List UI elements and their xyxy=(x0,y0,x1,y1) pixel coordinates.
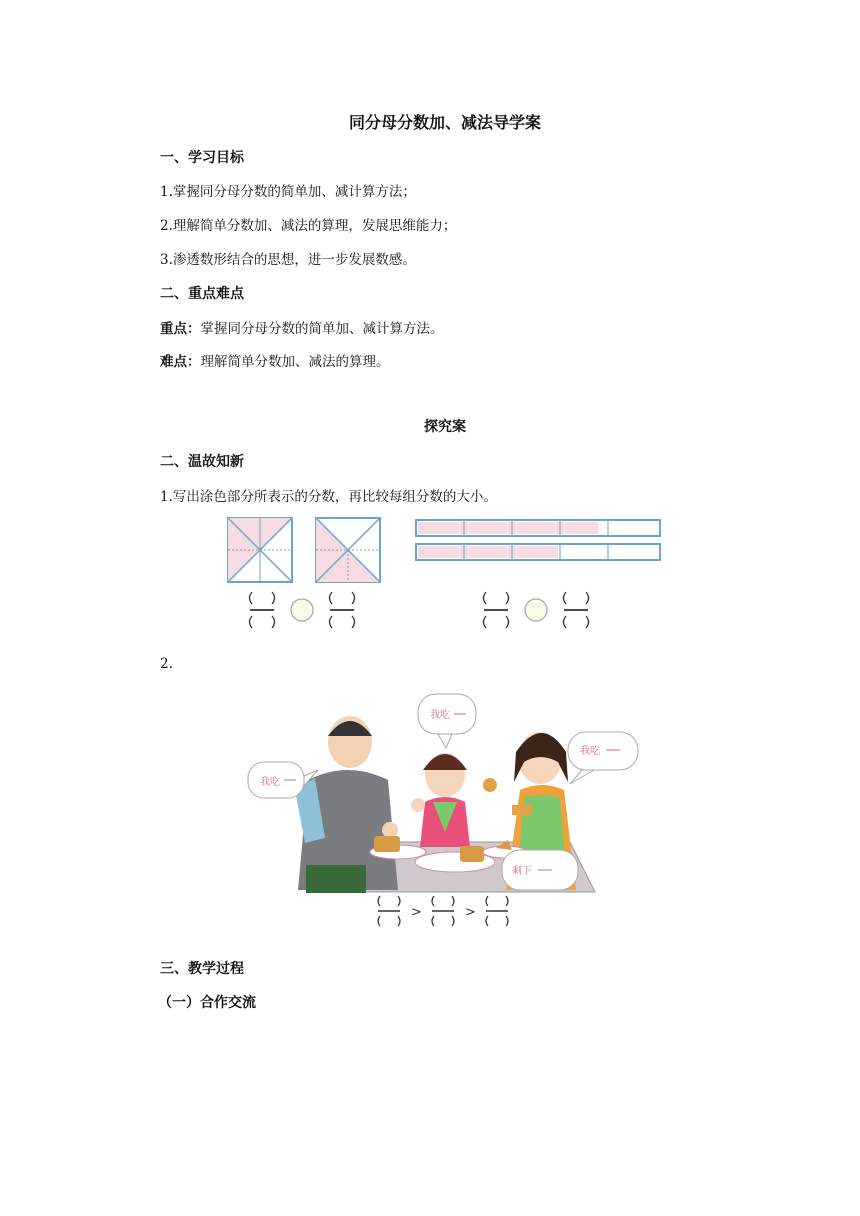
square-figure-1 xyxy=(228,518,292,582)
explore-title: 探究案 xyxy=(424,419,466,435)
key-point xyxy=(160,317,444,337)
bubble-grandpa-text: 我吃 xyxy=(260,777,280,788)
subsection-cooperation: （一）合作交流 xyxy=(158,995,256,1011)
bar-figure-1 xyxy=(416,520,660,536)
question-2: 2. xyxy=(160,656,173,672)
bubble-girl-text: 我吃 xyxy=(430,710,450,721)
section-heading-process: 三、教学过程 xyxy=(160,961,244,977)
mooncake-left xyxy=(374,836,400,852)
girl-figure xyxy=(411,753,497,847)
difficult-point xyxy=(160,350,390,370)
key-point-label: 重点： xyxy=(160,321,201,337)
difficult-point-text: 理解简单分数加、减法的算理。 xyxy=(200,354,390,370)
goal-item-3: 3.渗透数形结合的思想，进一步发展数感。 xyxy=(160,252,416,268)
fraction-blanks-2 xyxy=(484,592,589,628)
family-mooncake-illustration xyxy=(240,690,650,935)
goal-item-2: 2.理解简单分数加、减法的算理，发展思维能力； xyxy=(160,218,457,234)
page-title: 同分母分数加、减法导学案 xyxy=(348,113,541,132)
speech-bubble-mom xyxy=(568,732,638,784)
fraction-figures xyxy=(220,514,670,639)
goal-item-1: 1.掌握同分母分数的简单加、减计算方法； xyxy=(160,184,416,200)
speech-bubble-left xyxy=(502,850,578,890)
compare-sign-1: > xyxy=(411,905,422,920)
bubble-mom-text: 我吃 xyxy=(580,746,600,757)
key-point-text: 掌握同分母分数的简单加、减计算方法。 xyxy=(200,321,444,337)
section-heading-review: 二、温故知新 xyxy=(160,454,244,470)
comparison-row xyxy=(378,896,508,926)
bubble-left-text: 剩下 xyxy=(512,866,532,877)
question-1: 1.写出涂色部分所表示的分数，再比较每组分数的大小。 xyxy=(160,489,497,505)
section-heading-keypoints: 二、重点难点 xyxy=(160,286,244,302)
mooncake-center xyxy=(460,846,484,862)
fraction-blanks-1 xyxy=(250,592,355,628)
difficult-point-label: 难点： xyxy=(160,354,201,370)
compare-sign-2: > xyxy=(465,905,476,920)
bar-figure-2 xyxy=(416,544,660,560)
section-heading-goals: 一、学习目标 xyxy=(160,150,244,166)
square-figure-2 xyxy=(316,518,380,582)
grandpa-figure xyxy=(295,716,398,893)
speech-bubble-girl xyxy=(418,694,476,748)
